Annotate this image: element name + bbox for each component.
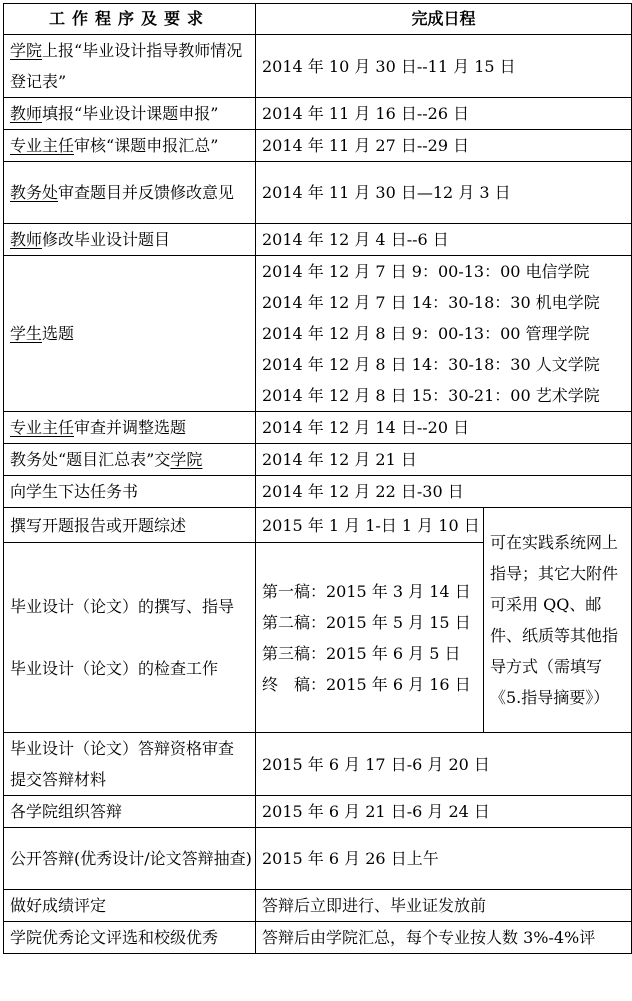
date-cell: 2015 年 1 月 1-日 1 月 10 日 xyxy=(256,508,484,543)
task-cell xyxy=(4,733,256,796)
table-row xyxy=(4,828,632,890)
actor: 学院 xyxy=(10,41,43,60)
draft-line: 第二稿：2015 年 5 月 15 日 xyxy=(262,612,471,632)
task-cell: 做好成绩评定 xyxy=(4,890,256,922)
task-cell xyxy=(4,35,256,98)
actor: 学院 xyxy=(170,450,203,469)
task-text: 选题 xyxy=(42,324,75,343)
task-cell: 学院优秀论文评选和校级优秀 xyxy=(4,922,256,954)
task-cell: 公开答辩(优秀设计/论文答辩抽查) xyxy=(4,828,256,890)
actor: 专业主任 xyxy=(10,418,75,437)
date-cell xyxy=(256,543,484,733)
table-row xyxy=(4,922,632,954)
date-cell: 2014 年 11 月 16 日--26 日 xyxy=(256,98,632,130)
table-row xyxy=(4,796,632,828)
task-text: 毕业设计（论文）的检查工作 xyxy=(10,659,219,678)
guidance-note: 可在实践系统网上指导；其它大附件可采用 QQ、邮件、纸质等其他指导方式（需填写《5.指导摘要》） xyxy=(484,508,632,733)
task-text: 填报“毕业设计课题申报” xyxy=(42,104,219,123)
table-row xyxy=(4,476,632,508)
task-text: 提交答辩材料 xyxy=(10,770,107,789)
session-line: 2014 年 12 月 7 日 9：00-13：00 电信学院 xyxy=(262,262,590,281)
session-line: 2014 年 12 月 8 日 15：30-21：00 艺术学院 xyxy=(262,386,600,405)
task-cell xyxy=(4,130,256,162)
actor: 专业主任 xyxy=(10,136,75,155)
table-row xyxy=(4,444,632,476)
date-cell: 2015 年 6 月 26 日上午 xyxy=(256,828,632,890)
date-cell: 2015 年 6 月 17 日-6 月 20 日 xyxy=(256,733,632,796)
task-text: 审查题目并反馈修改意见 xyxy=(58,183,235,202)
table-row xyxy=(4,98,632,130)
task-cell: 各学院组织答辩 xyxy=(4,796,256,828)
date-cell xyxy=(256,256,632,412)
task-cell xyxy=(4,256,256,412)
task-text: 教务处“题目汇总表”交 xyxy=(10,450,171,469)
date-cell: 2014 年 12 月 22 日-30 日 xyxy=(256,476,632,508)
date-cell: 答辩后立即进行、毕业证发放前 xyxy=(256,890,632,922)
header-schedule: 完成日程 xyxy=(256,4,632,35)
table-row xyxy=(4,130,632,162)
date-cell: 答辩后由学院汇总，每个专业按人数 3%-4%评 xyxy=(256,922,632,954)
task-cell xyxy=(4,224,256,256)
table-row xyxy=(4,256,632,412)
task-text: 修改毕业设计题目 xyxy=(42,230,171,249)
actor: 学生 xyxy=(10,324,43,343)
table-row xyxy=(4,35,632,98)
task-text: 毕业设计（论文）答辩资格审查 xyxy=(10,739,235,758)
table-row xyxy=(4,412,632,444)
draft-line: 第一稿：2015 年 3 月 14 日 xyxy=(262,581,471,601)
actor: 教师 xyxy=(10,104,43,123)
table-row xyxy=(4,733,632,796)
header-task: 工作程序及要求 xyxy=(4,4,256,35)
task-cell: 撰写开题报告或开题综述 xyxy=(4,508,256,543)
schedule-table xyxy=(3,3,632,954)
session-line: 2014 年 12 月 7 日 14：30-18：30 机电学院 xyxy=(262,293,600,312)
task-cell xyxy=(4,543,256,733)
session-line: 2014 年 12 月 8 日 9：00-13：00 管理学院 xyxy=(262,324,590,343)
table-row xyxy=(4,890,632,922)
date-cell: 2014 年 10 月 30 日--11 月 15 日 xyxy=(256,35,632,98)
date-cell: 2014 年 12 月 21 日 xyxy=(256,444,632,476)
table-row xyxy=(4,162,632,224)
table-row xyxy=(4,508,632,543)
draft-line: 第三稿：2015 年 6 月 5 日 xyxy=(262,643,461,663)
date-cell: 2014 年 11 月 27 日--29 日 xyxy=(256,130,632,162)
task-cell xyxy=(4,444,256,476)
date-cell: 2014 年 12 月 14 日--20 日 xyxy=(256,412,632,444)
task-text: 审查并调整选题 xyxy=(74,418,187,437)
actor: 教务处 xyxy=(10,183,59,202)
task-cell xyxy=(4,98,256,130)
session-line: 2014 年 12 月 8 日 14：30-18：30 人文学院 xyxy=(262,355,600,374)
date-cell: 2014 年 11 月 30 日—12 月 3 日 xyxy=(256,162,632,224)
task-text: 毕业设计（论文）的撰写、指导 xyxy=(10,597,235,616)
spacer xyxy=(10,622,255,653)
date-cell: 2015 年 6 月 21 日-6 月 24 日 xyxy=(256,796,632,828)
task-text: 上报“毕业设计指导教师情况登记表” xyxy=(10,41,243,91)
task-text: 审核“课题申报汇总” xyxy=(74,136,219,155)
task-cell xyxy=(4,412,256,444)
task-cell: 向学生下达任务书 xyxy=(4,476,256,508)
task-cell xyxy=(4,162,256,224)
draft-line: 终 稿：2015 年 6 月 16 日 xyxy=(262,674,471,694)
table-row xyxy=(4,224,632,256)
header-row xyxy=(4,4,632,35)
actor: 教师 xyxy=(10,230,43,249)
date-cell: 2014 年 12 月 4 日--6 日 xyxy=(256,224,632,256)
